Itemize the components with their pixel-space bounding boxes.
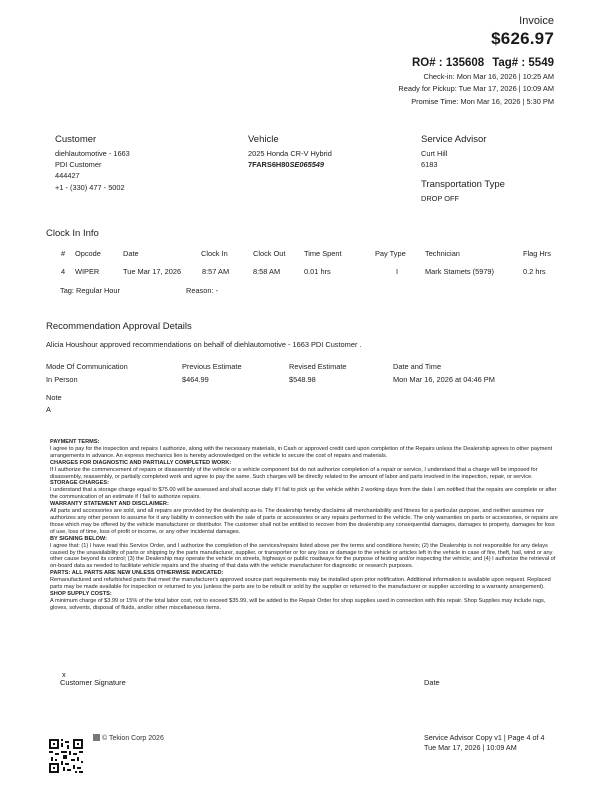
reason-value: Reason: - (186, 286, 219, 295)
revised-estimate-value: $548.98 (289, 375, 316, 384)
customer-title: Customer (55, 134, 97, 145)
clock-in-title: Clock In Info (46, 228, 99, 239)
col-header-pay-type: Pay Type (375, 249, 406, 258)
customer-name: diehlautomotive - 1663 (55, 149, 130, 158)
printed-date-line: Tue Mar 17, 2026 | 10:09 AM (424, 743, 517, 753)
invoice-amount: $626.97 (491, 29, 554, 48)
col-header-date: Date (123, 249, 139, 258)
previous-estimate-value: $464.99 (182, 375, 209, 384)
transport-value: DROP OFF (421, 194, 460, 204)
signature-date-label: Date (424, 678, 440, 687)
terms-block (50, 460, 560, 481)
qr-code-icon (49, 739, 83, 773)
cell-date: Tue Mar 17, 2026 (123, 267, 182, 276)
vehicle-block (248, 134, 332, 170)
terms-block (50, 439, 560, 460)
terms-heading: STORAGE CHARGES: (50, 480, 109, 487)
corp-footer (93, 734, 164, 742)
terms-heading: PAYMENT TERMS: (50, 439, 100, 445)
promise-time: Promise Time: Mon Mar 16, 2026 | 5:30 PM (411, 96, 554, 106)
col-header-opcode: Opcode (75, 249, 101, 258)
terms-heading: PARTS: ALL PARTS ARE NEW UNLESS OTHERWISE INDICATED: (50, 570, 224, 577)
table-row (55, 264, 565, 282)
terms-body: If I authorize the commencement of repairs or disassembly of the vehicle or a vehicle component but do not authorize completion of a repair or service, I understand that a charge will be imposed for disassembly, reassembly, or partially completed work and agree to pay the same. Such charges will be directly related to the amount of labor and parts involved in the inspection, repair, or service. (50, 466, 538, 480)
signature-x-mark: x (62, 670, 66, 679)
terms-heading: WARRANTY STATEMENT AND DISCLAIMER: (50, 501, 169, 508)
cell-pay-type: I (396, 267, 399, 276)
col-header-time-spent: Time Spent (304, 249, 342, 258)
advisor-number: 6183 (421, 160, 438, 170)
recommendation-grid (46, 360, 546, 396)
clock-tag-line (60, 286, 219, 295)
terms-block (50, 480, 560, 501)
footer-copy-info (424, 733, 545, 754)
terms-body: I agree to pay for the inspection and repairs I authorize, along with the necessary materials, in Cash or approved credit card upon completion of the Repairs unless the Dealership agrees to other payment arrangements in advance. An express mechanics lien is hereby acknowledged on the vehicle to secure the cost of repairs and materials. (50, 445, 553, 459)
corp-text: © Tekion Corp 2026 (102, 735, 164, 742)
col-header-number: # (61, 249, 66, 258)
terms-block (50, 591, 560, 612)
vin-prefix: 7FARS6H80 (248, 160, 290, 170)
ready-pickup-time: Ready for Pickup: Tue Mar 17, 2026 | 10:09 AM (398, 84, 554, 94)
info-section (55, 134, 535, 214)
recommendation-title: Recommendation Approval Details (46, 321, 192, 332)
terms-section (50, 439, 560, 612)
cell-number: 4 (61, 267, 66, 276)
note-label: Note (46, 393, 62, 402)
ro-tag-line (398, 57, 554, 69)
vin-suffix: SE065549 (289, 160, 325, 170)
tekion-logo-icon (93, 734, 100, 741)
terms-heading: CHARGES FOR DIAGNOSTIC AND PARTIALLY COMPLETED WORK: (50, 459, 232, 466)
col-header-clock-out: Clock Out (253, 249, 286, 258)
invoice-label: Invoice (519, 15, 554, 27)
header-times (398, 71, 554, 108)
vehicle-model: 2025 Honda CR-V Hybrid (248, 149, 332, 158)
customer-block (55, 134, 130, 193)
tag-number: Tag# : 5549 (492, 57, 554, 69)
copy-page-line: Service Advisor Copy v1 | Page 4 of 4 (424, 733, 545, 742)
col-header-clock-in: Clock In (201, 249, 228, 258)
mode-label: Mode Of Communication (46, 362, 128, 371)
recommendation-text: Alicia Houshour approved recommendations on behalf of diehlautomotive - 1663 PDI Customer . (46, 340, 362, 349)
advisor-title: Service Advisor (421, 134, 487, 145)
terms-heading: SHOP SUPPLY COSTS: (50, 590, 112, 597)
customer-phone: +1 - (330) 477 - 5002 (55, 182, 125, 192)
cell-technician: Mark Stamets (5979) (425, 267, 495, 276)
cell-clock-out: 8:58 AM (253, 267, 281, 276)
transport-title: Transportation Type (421, 179, 505, 191)
terms-block (50, 570, 560, 591)
tag-value: Tag: Regular Hour (60, 286, 120, 295)
col-header-technician: Technician (425, 249, 460, 258)
terms-block (50, 536, 560, 571)
vehicle-vin (248, 159, 332, 170)
cell-clock-in: 8:57 AM (202, 267, 230, 276)
clock-header-row (55, 246, 565, 264)
advisor-block (421, 134, 505, 205)
terms-body: I understand that a storage charge equal to $75.00 will be assessed and shall accrue daily if I fail to pick up the vehicle within 2 working days from the date I am notified that the repairs are complete or after the communication of an estimate if I fail to authorize repairs. (50, 487, 557, 501)
terms-block (50, 501, 560, 536)
terms-body: I agree that: (1) I have read this Service Order, and I authorize the completion of the services/repairs listed above per the terms and conditions herein; (2) the Dealership is not responsible for any delays caused by the unavailability of parts or shipping by the parts manufacturer, supplier, or transporter or for any loss or damage to the vehicle or articles left in the vehicle in case of fire, theft, hail, wind or any other cause beyond its control; (3) the Dealership may operate the vehicle on streets, highways or public roadways for the purpose of testing and/or inspecting the vehicle; and (4) I authorize the retrieval of on-board data as needed to facilitate vehicle repairs and the sharing of that data with the vehicle manufacturer for diagnostic or research purposes. (50, 542, 556, 570)
checkin-time: Check-in: Mon Mar 16, 2026 | 10:25 AM (423, 72, 554, 81)
customer-signature-label: Customer Signature (60, 678, 126, 687)
vehicle-title: Vehicle (248, 134, 279, 145)
ro-number: RO# : 135608 (411, 57, 485, 69)
date-time-value: Mon Mar 16, 2026 at 04:46 PM (393, 375, 495, 384)
revised-estimate-label: Revised Estimate (289, 362, 347, 371)
invoice-header (398, 15, 554, 108)
date-time-label: Date and Time (393, 362, 442, 371)
mode-value: In Person (46, 375, 78, 384)
cell-opcode: WIPER (75, 267, 100, 276)
terms-body: A minimum charge of $3.99 or 15% of the total labor cost, not to exceed $35.99, will be added to the Repair Order for shop supplies used in connection with this repair. Shop Supplies may include rags, gloves, solvents, disposal of fluids, and/or other miscellaneous items. (50, 597, 546, 611)
advisor-name: Curt Hill (421, 149, 448, 158)
cell-time-spent: 0.01 hrs (304, 267, 331, 276)
customer-type: PDI Customer (55, 160, 102, 170)
col-header-flag-hrs: Flag Hrs (523, 249, 551, 258)
clock-in-table (55, 246, 565, 282)
note-value: A (46, 405, 51, 414)
cell-flag-hrs: 0.2 hrs (523, 267, 546, 276)
customer-id: 444427 (55, 171, 80, 181)
previous-estimate-label: Previous Estimate (182, 362, 242, 371)
terms-body: Remanufactured and refurbished parts that meet the manufacturer's approved source part requirements may be installed upon prior notification. Additional information is available upon request. Replaced parts may be made available for inspection or returned to you (unless the parts are to be rebuilt or sold by the supplier or returned to the manufacturer or supplier according to a warranty arrangement). (50, 577, 551, 591)
terms-heading: BY SIGNING BELOW: (50, 535, 107, 542)
terms-body: All parts and accessories are sold, and all repairs are provided by the dealership as-is. The dealership hereby disclaims all merchantability and fitness for a particular purpose, and neither assumes nor authorizes any other person to assume for it any liability in connection with the sale of parts or accessories or any repairs performed to the vehicle. The only warranties on parts or accessories, or repairs are those which may be offered by the vehicle manufacturer or distributor. The customer shall not be entitled to recover from the dealership any consequential damages, damages to property, damages for loss of use, loss of time, loss of profit or income, or any other incidental damages. (50, 508, 558, 535)
